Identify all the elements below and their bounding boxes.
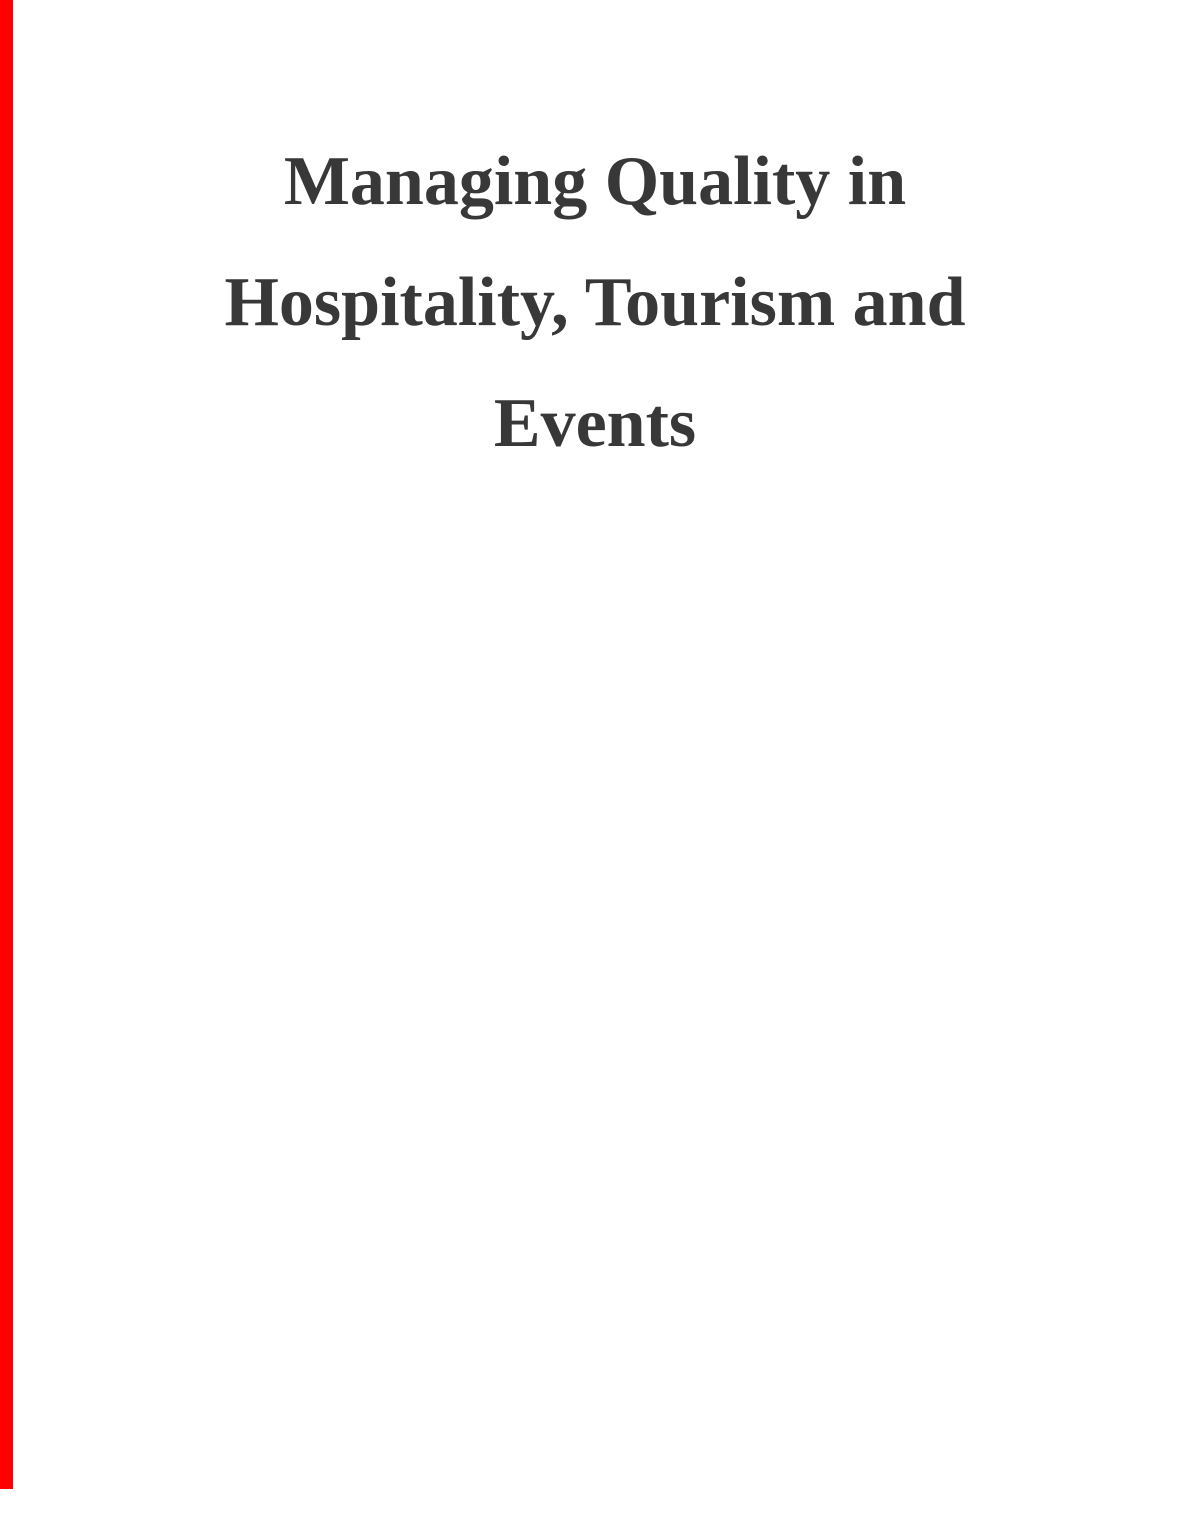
title-line-2: Hospitality, Tourism and (224, 264, 966, 341)
document-title (40, 121, 1150, 484)
title-line-1: Managing Quality in (283, 143, 907, 220)
left-margin-bar (0, 0, 13, 1489)
title-line-3: Events (493, 385, 697, 462)
